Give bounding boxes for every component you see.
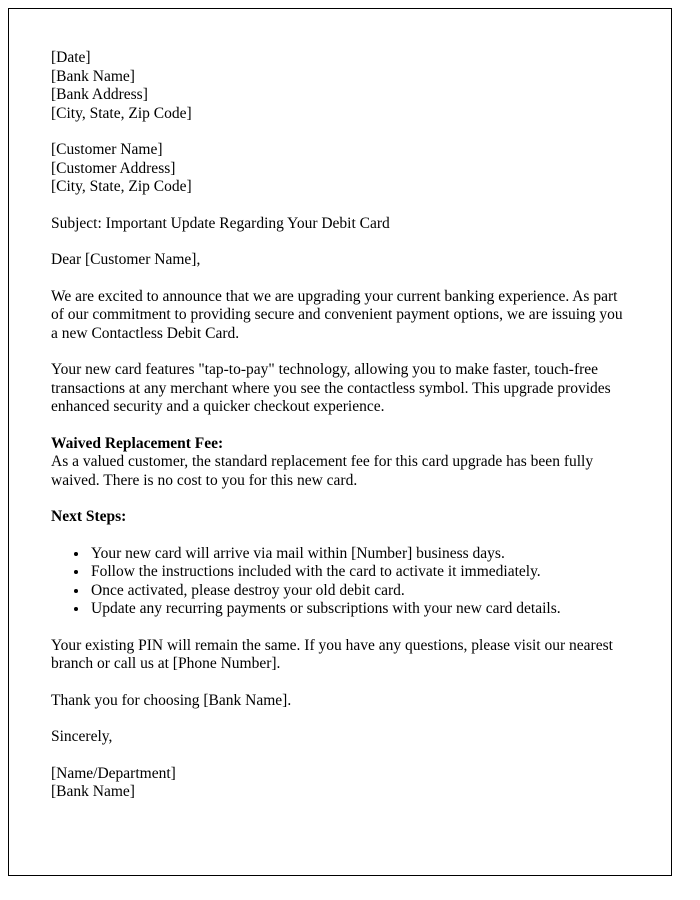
recipient-name-line: [Customer Name]: [51, 141, 163, 158]
signature-bank-line: [Bank Name]: [51, 783, 135, 800]
sender-bank-name-line: [Bank Name]: [51, 67, 135, 85]
next-steps-item: • Once activated, please destroy your old debit card.: [89, 582, 627, 601]
pin-paragraph: Your existing PIN will remain the same. If you have any questions, please visit our nearest branch or call us at [Phone Number].: [51, 636, 613, 672]
sender-date-line: [Date]: [51, 49, 91, 66]
next-steps-item: • Update any recurring payments or subscriptions with your new card details.: [89, 600, 627, 619]
sender-address-block: [51, 49, 627, 123]
letter-border-frame: [8, 8, 672, 876]
closing-line: Sincerely,: [51, 728, 113, 745]
recipient-address-line: [Customer Address]: [51, 159, 176, 177]
sender-city-state-zip-line: [City, State, Zip Code]: [51, 104, 192, 122]
recipient-address-block: [51, 141, 627, 197]
signature-block: [51, 765, 627, 802]
sender-bank-address-line: [Bank Address]: [51, 86, 148, 103]
waived-fee-body: As a valued customer, the standard replacement fee for this card upgrade has been fully waived. There is no cost to you for this new card.: [51, 453, 594, 489]
next-steps-item: • Your new card will arrive via mail within [Number] business days.: [89, 545, 627, 564]
recipient-city-state-zip-line: [City, State, Zip Code]: [51, 178, 192, 195]
next-steps-heading: Next Steps:: [51, 508, 127, 525]
intro-paragraph: We are excited to announce that we are upgrading your current banking experience. As part of our commitment to providing secure and convenient payment options, we are issuing you a new Contactless Debit Card.: [51, 287, 623, 342]
features-paragraph: Your new card features "tap-to-pay" technology, allowing you to make faster, touch-free transactions at any merchant where you see the contactless symbol. This upgrade provides enhanced security and a quicker checkout experience.: [51, 361, 611, 415]
next-steps-list: [51, 545, 627, 619]
salutation: Dear [Customer Name],: [51, 251, 201, 268]
waived-fee-heading: Waived Replacement Fee:: [51, 434, 224, 452]
thanks-paragraph: Thank you for choosing [Bank Name].: [51, 691, 292, 709]
waived-fee-paragraph: [51, 435, 627, 491]
subject-line: Subject: Important Update Regarding Your Debit Card: [51, 214, 390, 232]
next-steps-item: • Follow the instructions included with the card to activate it immediately.: [89, 563, 627, 582]
signature-name-line: [Name/Department]: [51, 764, 176, 782]
